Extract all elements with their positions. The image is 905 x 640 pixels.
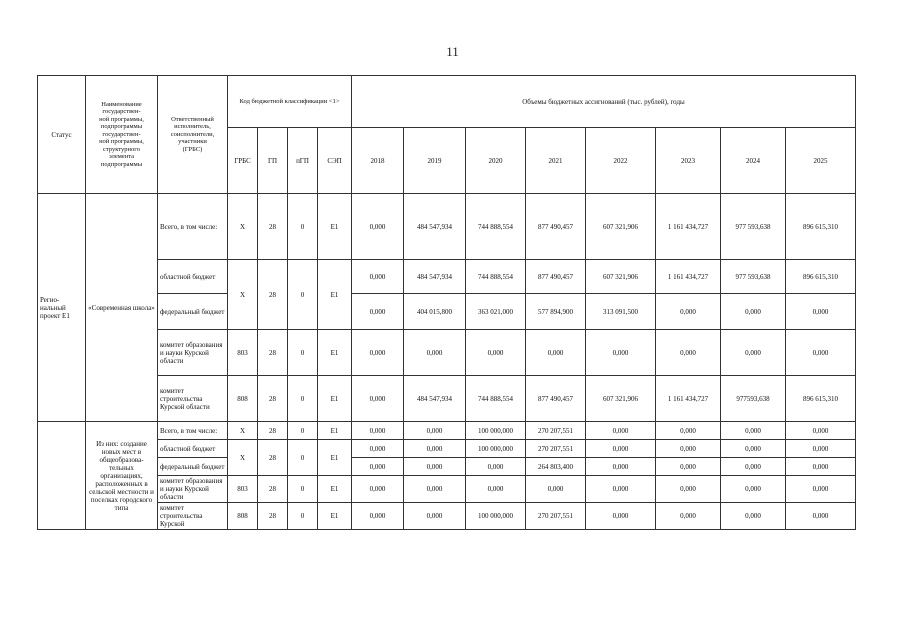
value-2020: 744 888,554 <box>466 194 526 260</box>
value-2023: 1 161 434,727 <box>656 376 721 422</box>
value-2022: 0,000 <box>586 330 656 376</box>
value-2024: 0,000 <box>721 294 786 330</box>
header-year-2020: 2020 <box>466 128 526 194</box>
value-2018: 0,000 <box>352 458 404 476</box>
header-line: участники <box>178 138 207 146</box>
section2-row <box>38 440 856 458</box>
row-code-sep: Е1 <box>318 260 352 330</box>
value-2023: 1 161 434,727 <box>656 260 721 294</box>
row-code-pgp: 0 <box>288 376 318 422</box>
row-executor: Всего, в том числе: <box>158 422 228 440</box>
value-2021: 270 207,551 <box>526 422 586 440</box>
header-line: государствен- <box>102 130 141 138</box>
value-2019: 0,000 <box>404 458 466 476</box>
value-2022: 0,000 <box>586 476 656 503</box>
section2-row <box>38 503 856 530</box>
header-code-3: СЭП <box>318 128 352 194</box>
value-2020: 100 000,000 <box>466 422 526 440</box>
header-line: соисполнители, <box>170 130 215 138</box>
section1-name: «Современная школа» <box>86 194 158 422</box>
value-2019: 0,000 <box>404 422 466 440</box>
row-code-gp: 28 <box>258 260 288 330</box>
row-code-grbs: X <box>228 194 258 260</box>
value-2020: 100 000,000 <box>466 440 526 458</box>
value-2020: 363 021,000 <box>466 294 526 330</box>
value-2018: 0,000 <box>352 194 404 260</box>
header-name <box>86 76 158 194</box>
value-2019: 484 547,934 <box>404 194 466 260</box>
value-2025: 0,000 <box>786 476 856 503</box>
value-2018: 0,000 <box>352 294 404 330</box>
row-executor: Всего, в том числе: <box>158 194 228 260</box>
budget-table <box>37 75 856 530</box>
value-2025: 0,000 <box>786 503 856 530</box>
row-code-pgp: 0 <box>288 330 318 376</box>
value-2019: 0,000 <box>404 503 466 530</box>
header-year-2019: 2019 <box>404 128 466 194</box>
value-2021: 270 207,551 <box>526 440 586 458</box>
row-code-grbs: X <box>228 422 258 440</box>
header-volumes: Объемы бюджетных ассигнований (тыс. рублей), годы <box>352 76 856 128</box>
budget-table-body <box>38 76 856 530</box>
row-executor: федеральный бюджет <box>158 294 228 330</box>
section1-status: Регио-нальный проект Е1 <box>38 194 86 422</box>
value-2021: 577 894,900 <box>526 294 586 330</box>
value-2022: 0,000 <box>586 440 656 458</box>
value-2025: 0,000 <box>786 294 856 330</box>
row-code-grbs: 803 <box>228 330 258 376</box>
row-code-gp: 28 <box>258 440 288 476</box>
row-code-pgp: 0 <box>288 194 318 260</box>
value-2022: 607 321,906 <box>586 260 656 294</box>
header-year-2021: 2021 <box>526 128 586 194</box>
value-2022: 607 321,906 <box>586 376 656 422</box>
header-line: исполнитель, <box>174 123 211 131</box>
header-line: государствен- <box>102 108 141 116</box>
header-line: ной программы, <box>99 115 144 123</box>
row-code-gp: 28 <box>258 194 288 260</box>
section1-row <box>38 294 856 330</box>
value-2018: 0,000 <box>352 376 404 422</box>
header-line: Ответственный <box>171 115 214 123</box>
row-code-gp: 28 <box>258 376 288 422</box>
value-2020: 100 000,000 <box>466 503 526 530</box>
row-executor: комитет образования и науки Курской области <box>158 476 228 503</box>
value-2023: 0,000 <box>656 294 721 330</box>
row-executor: федеральный бюджет <box>158 458 228 476</box>
row-code-sep: Е1 <box>318 376 352 422</box>
header-line: ной программы, <box>99 138 144 146</box>
row-code-sep: Е1 <box>318 476 352 503</box>
value-2018: 0,000 <box>352 476 404 503</box>
value-2019: 0,000 <box>404 330 466 376</box>
header-code-2: пГП <box>288 128 318 194</box>
value-2023: 1 161 434,727 <box>656 194 721 260</box>
value-2025: 896 615,310 <box>786 376 856 422</box>
row-code-grbs: X <box>228 260 258 330</box>
value-2018: 0,000 <box>352 422 404 440</box>
value-2022: 0,000 <box>586 503 656 530</box>
section2-row <box>38 458 856 476</box>
section2-status <box>38 422 86 530</box>
header-year-2022: 2022 <box>586 128 656 194</box>
value-2019: 484 547,934 <box>404 260 466 294</box>
value-2025: 0,000 <box>786 440 856 458</box>
row-executor: комитет образования и науки Курской области <box>158 330 228 376</box>
row-code-sep: Е1 <box>318 440 352 476</box>
value-2024: 0,000 <box>721 503 786 530</box>
header-year-2018: 2018 <box>352 128 404 194</box>
row-executor: комитет строительства Курской области <box>158 376 228 422</box>
row-code-gp: 28 <box>258 476 288 503</box>
value-2023: 0,000 <box>656 476 721 503</box>
page-number: 11 <box>446 44 459 59</box>
header-row-top <box>38 76 856 128</box>
value-2019: 484 547,934 <box>404 376 466 422</box>
section2-name: Из них: создание новых мест в общеобразова-тельных организациях, расположенных в сельской местности и поселках городского типа <box>86 422 158 530</box>
row-executor: областной бюджет <box>158 440 228 458</box>
header-code-1: ГП <box>258 128 288 194</box>
value-2020: 744 888,554 <box>466 260 526 294</box>
header-line: подпрограммы <box>100 123 143 131</box>
value-2018: 0,000 <box>352 503 404 530</box>
value-2019: 0,000 <box>404 476 466 503</box>
value-2018: 0,000 <box>352 260 404 294</box>
section2-row <box>38 422 856 440</box>
value-2018: 0,000 <box>352 330 404 376</box>
header-code-0: ГРБС <box>228 128 258 194</box>
row-code-sep: Е1 <box>318 503 352 530</box>
value-2024: 0,000 <box>721 330 786 376</box>
header-status: Статус <box>38 76 86 194</box>
header-line: Наименование <box>101 100 142 108</box>
value-2023: 0,000 <box>656 422 721 440</box>
row-code-sep: Е1 <box>318 422 352 440</box>
value-2021: 0,000 <box>526 476 586 503</box>
section1-row <box>38 330 856 376</box>
value-2023: 0,000 <box>656 458 721 476</box>
header-line: структурного <box>102 145 141 153</box>
value-2024: 0,000 <box>721 440 786 458</box>
row-code-pgp: 0 <box>288 422 318 440</box>
section1-row <box>38 260 856 294</box>
value-2021: 877 490,457 <box>526 260 586 294</box>
row-executor: комитет строительства Курской <box>158 503 228 530</box>
row-code-grbs: 803 <box>228 476 258 503</box>
value-2021: 0,000 <box>526 330 586 376</box>
value-2021: 270 207,551 <box>526 503 586 530</box>
value-2024: 977 593,638 <box>721 260 786 294</box>
row-code-grbs: 808 <box>228 376 258 422</box>
value-2022: 0,000 <box>586 458 656 476</box>
row-code-gp: 28 <box>258 330 288 376</box>
header-year-2025: 2025 <box>786 128 856 194</box>
value-2024: 0,000 <box>721 422 786 440</box>
row-code-pgp: 0 <box>288 440 318 476</box>
header-executor <box>158 76 228 194</box>
value-2020: 0,000 <box>466 458 526 476</box>
value-2023: 0,000 <box>656 330 721 376</box>
row-code-pgp: 0 <box>288 260 318 330</box>
value-2021: 877 490,457 <box>526 194 586 260</box>
value-2019: 404 015,800 <box>404 294 466 330</box>
row-code-grbs: 808 <box>228 503 258 530</box>
value-2021: 264 803,400 <box>526 458 586 476</box>
value-2025: 896 615,310 <box>786 260 856 294</box>
value-2021: 877 490,457 <box>526 376 586 422</box>
value-2024: 0,000 <box>721 476 786 503</box>
row-code-pgp: 0 <box>288 476 318 503</box>
value-2022: 607 321,906 <box>586 194 656 260</box>
section1-row <box>38 194 856 260</box>
section2-row <box>38 476 856 503</box>
header-year-2024: 2024 <box>721 128 786 194</box>
value-2022: 0,000 <box>586 422 656 440</box>
header-budget-code: Код бюджетной классификации <1> <box>228 76 352 128</box>
value-2023: 0,000 <box>656 440 721 458</box>
row-executor: областной бюджет <box>158 260 228 294</box>
header-line: подпрограммы <box>100 160 143 168</box>
value-2018: 0,000 <box>352 440 404 458</box>
value-2024: 977 593,638 <box>721 194 786 260</box>
value-2025: 896 615,310 <box>786 194 856 260</box>
value-2020: 744 888,554 <box>466 376 526 422</box>
value-2023: 0,000 <box>656 503 721 530</box>
header-line: элемента <box>108 153 135 161</box>
value-2025: 0,000 <box>786 458 856 476</box>
row-code-pgp: 0 <box>288 503 318 530</box>
value-2019: 0,000 <box>404 440 466 458</box>
row-code-gp: 28 <box>258 422 288 440</box>
row-code-grbs: X <box>228 440 258 476</box>
value-2020: 0,000 <box>466 330 526 376</box>
section1-row <box>38 376 856 422</box>
header-year-2023: 2023 <box>656 128 721 194</box>
header-line: (ГРБС) <box>182 145 203 153</box>
row-code-sep: Е1 <box>318 194 352 260</box>
value-2020: 0,000 <box>466 476 526 503</box>
value-2024: 977593,638 <box>721 376 786 422</box>
value-2022: 313 091,500 <box>586 294 656 330</box>
value-2025: 0,000 <box>786 330 856 376</box>
row-code-gp: 28 <box>258 503 288 530</box>
value-2025: 0,000 <box>786 422 856 440</box>
value-2024: 0,000 <box>721 458 786 476</box>
row-code-sep: Е1 <box>318 330 352 376</box>
